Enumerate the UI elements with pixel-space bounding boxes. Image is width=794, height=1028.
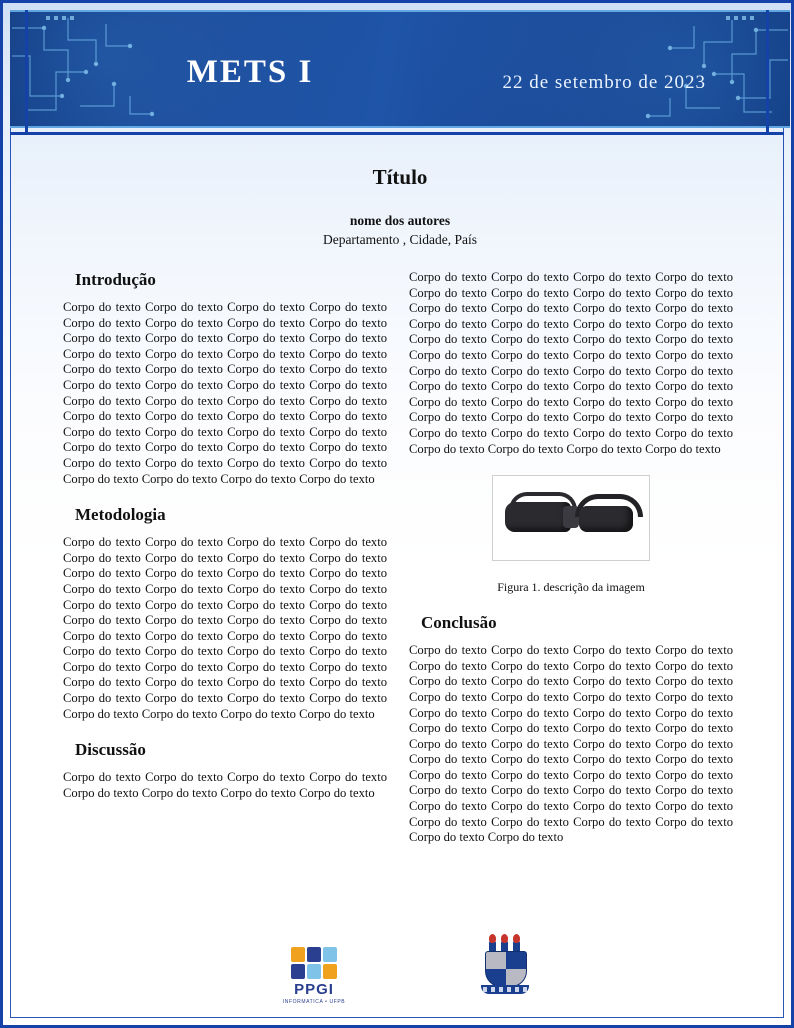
figure-1	[409, 475, 733, 595]
vr-headset-a	[505, 502, 571, 532]
section-body-conclusao: Corpo do texto Corpo do texto Corpo do texto Corpo do texto Corpo do texto Corpo do texto Corpo do texto Corpo do texto Corpo do texto Corpo do texto Corpo do texto Corpo do texto Corpo do texto Corpo do texto Corpo do texto Corpo do texto Corpo do texto Corpo do texto Corpo do texto Corpo do texto Corpo do texto Corpo do texto Corpo do texto Corpo do texto Corpo do texto Corpo do texto Corpo do texto Corpo do texto Corpo do texto Corpo do texto Corpo do texto Corpo do texto Corpo do texto Corpo do texto Corpo do texto Corpo do texto Corpo do texto Corpo do texto Corpo do texto Corpo do texto Corpo do texto Corpo do texto Corpo do texto Corpo do texto Corpo do texto Corpo do texto Corpo do texto Corpo do texto Corpo do texto Corpo do texto	[409, 643, 733, 845]
two-column-layout	[63, 270, 737, 858]
section-heading-introducao: Introdução	[75, 270, 156, 289]
section-heading-conclusao: Conclusão	[421, 613, 497, 633]
authors-line: nome dos autores	[349, 213, 451, 228]
section-heading-metodologia: Metodologia	[75, 505, 166, 525]
affiliation-line: Departamento , Cidade, País	[322, 232, 478, 247]
section-heading-discussao: Discussão	[75, 740, 146, 760]
poster-content	[3, 143, 794, 858]
left-column	[63, 270, 387, 858]
ppgi-sublabel: INFORMATICA • UFPB	[282, 999, 346, 1005]
crest-wave	[483, 987, 527, 992]
ufpb-crest-icon	[477, 937, 533, 999]
section-body-metodologia: Corpo do texto Corpo do texto Corpo do texto Corpo do texto Corpo do texto Corpo do texto Corpo do texto Corpo do texto Corpo do texto Corpo do texto Corpo do texto Corpo do texto Corpo do texto Corpo do texto Corpo do texto Corpo do texto Corpo do texto Corpo do texto Corpo do texto Corpo do texto Corpo do texto Corpo do texto Corpo do texto Corpo do texto Corpo do texto Corpo do texto Corpo do texto Corpo do texto Corpo do texto Corpo do texto Corpo do texto Corpo do texto Corpo do texto Corpo do texto Corpo do texto Corpo do texto Corpo do texto Corpo do texto Corpo do texto Corpo do texto Corpo do texto Corpo do texto Corpo do texto Corpo do texto Corpo do texto Corpo do texto Corpo do texto Corpo do texto	[63, 535, 387, 721]
section-body-discussao: Corpo do texto Corpo do texto Corpo do texto Corpo do texto Corpo do texto Corpo do texto Corpo do texto Corpo do texto	[63, 770, 387, 800]
event-title: METS I	[186, 54, 314, 90]
header-banner	[10, 10, 790, 128]
footer-logos	[3, 921, 794, 1007]
logo-ppgi	[279, 947, 349, 1005]
vr-headset-b	[579, 506, 633, 532]
frame-vertical-rule-left	[25, 10, 28, 135]
event-date: 22 de setembro de 2023	[502, 72, 706, 93]
ppgi-label: PPGI	[294, 981, 334, 998]
frame-vertical-rule-right	[766, 10, 769, 135]
section-body-introducao: Corpo do texto Corpo do texto Corpo do texto Corpo do texto Corpo do texto Corpo do texto Corpo do texto Corpo do texto Corpo do texto Corpo do texto Corpo do texto Corpo do texto Corpo do texto Corpo do texto Corpo do texto Corpo do texto Corpo do texto Corpo do texto Corpo do texto Corpo do texto Corpo do texto Corpo do texto Corpo do texto Corpo do texto Corpo do texto Corpo do texto Corpo do texto Corpo do texto Corpo do texto Corpo do texto Corpo do texto Corpo do texto Corpo do texto Corpo do texto Corpo do texto Corpo do texto Corpo do texto Corpo do texto Corpo do texto Corpo do texto Corpo do texto Corpo do texto Corpo do texto Corpo do texto Corpo do texto Corpo do texto Corpo do texto Corpo do texto	[63, 300, 387, 486]
figure-image-vr-headsets	[492, 475, 650, 561]
crest-shield	[485, 951, 527, 987]
page-title: Título	[372, 165, 428, 189]
figure-caption: Figura 1. descrição da imagem	[497, 580, 645, 595]
right-column-lead-text: Corpo do texto Corpo do texto Corpo do texto Corpo do texto Corpo do texto Corpo do texto Corpo do texto Corpo do texto Corpo do texto Corpo do texto Corpo do texto Corpo do texto Corpo do texto Corpo do texto Corpo do texto Corpo do texto Corpo do texto Corpo do texto Corpo do texto Corpo do texto Corpo do texto Corpo do texto Corpo do texto Corpo do texto Corpo do texto Corpo do texto Corpo do texto Corpo do texto Corpo do texto Corpo do texto Corpo do texto Corpo do texto Corpo do texto Corpo do texto Corpo do texto Corpo do texto Corpo do texto Corpo do texto Corpo do texto Corpo do texto Corpo do texto Corpo do texto Corpo do texto Corpo do texto Corpo do texto Corpo do texto Corpo do texto Corpo do texto	[409, 270, 733, 456]
frame-horizontal-rule	[10, 132, 784, 135]
right-column	[409, 270, 733, 858]
logo-ufpb	[473, 937, 537, 1003]
ppgi-logo-mark-icon	[291, 947, 337, 979]
